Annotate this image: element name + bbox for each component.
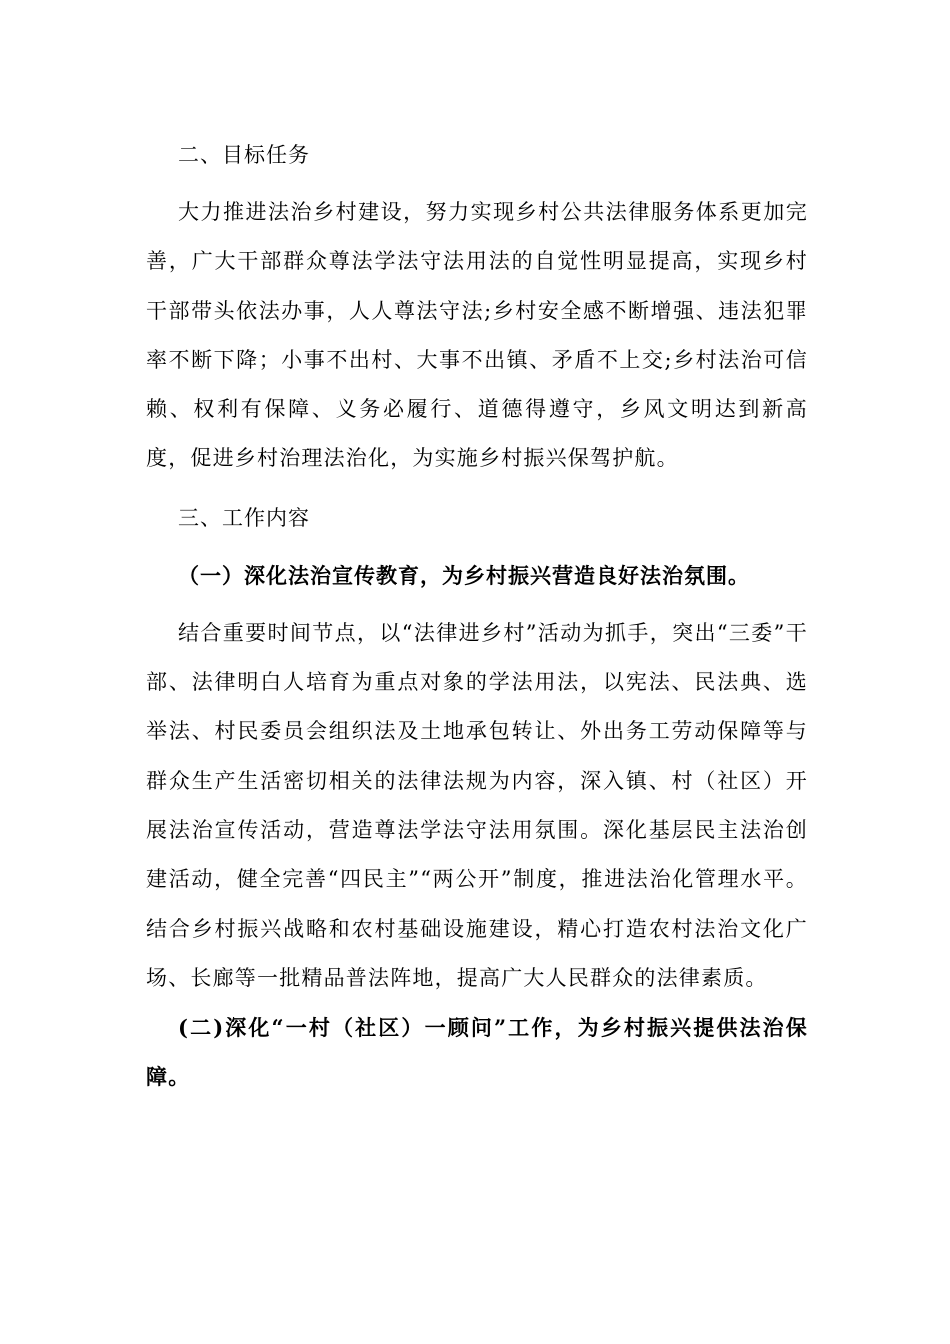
section-heading-work-content: 三、工作内容 <box>178 505 310 530</box>
subsection-heading-legal-education: （一）深化法治宣传教育，为乡村振兴营造良好法治氛围。 <box>178 563 750 588</box>
goals-paragraph: 大力推进法治乡村建设，努力实现乡村公共法律服务体系更加完善，广大干部群众尊法学法守法用法的自觉性明显提高，实现乡村干部带头依法办事，人人尊法守法;乡村安全感不断增强、违法犯罪率不断下降；小事不出村、大事不出镇、矛盾不上交;乡村法治可信赖、权利有保障、义务必履行、道德得遵守，乡风文明达到新高度，促进乡村治理法治化，为实施乡村振兴保驾护航。 <box>146 200 808 471</box>
legal-education-paragraph: 结合重要时间节点，以“法律进乡村”活动为抓手，突出“三委”干部、法律明白人培育为重点对象的学法用法，以宪法、民法典、选举法、村民委员会组织法及土地承包转让、外出务工劳动保障等与群众生产生活密切相关的法律法规为内容，深入镇、村（社区）开展法治宣传活动，营造尊法学法守法用氛围。深化基层民主法治创建活动，健全完善“四民主”“两公开”制度，推进法治化管理水平。结合乡村振兴战略和农村基础设施建设，精心打造农村法治文化广场、长廊等一批精品普法阵地，提高广大人民群众的法律素质。 <box>146 620 808 990</box>
document-body <box>146 130 808 1102</box>
subsection-heading-legal-advisor: (二)深化“一村（社区）一顾问”工作，为乡村振兴提供法治保障。 <box>146 1015 808 1090</box>
section-heading-goals: 二、目标任务 <box>178 143 310 167</box>
